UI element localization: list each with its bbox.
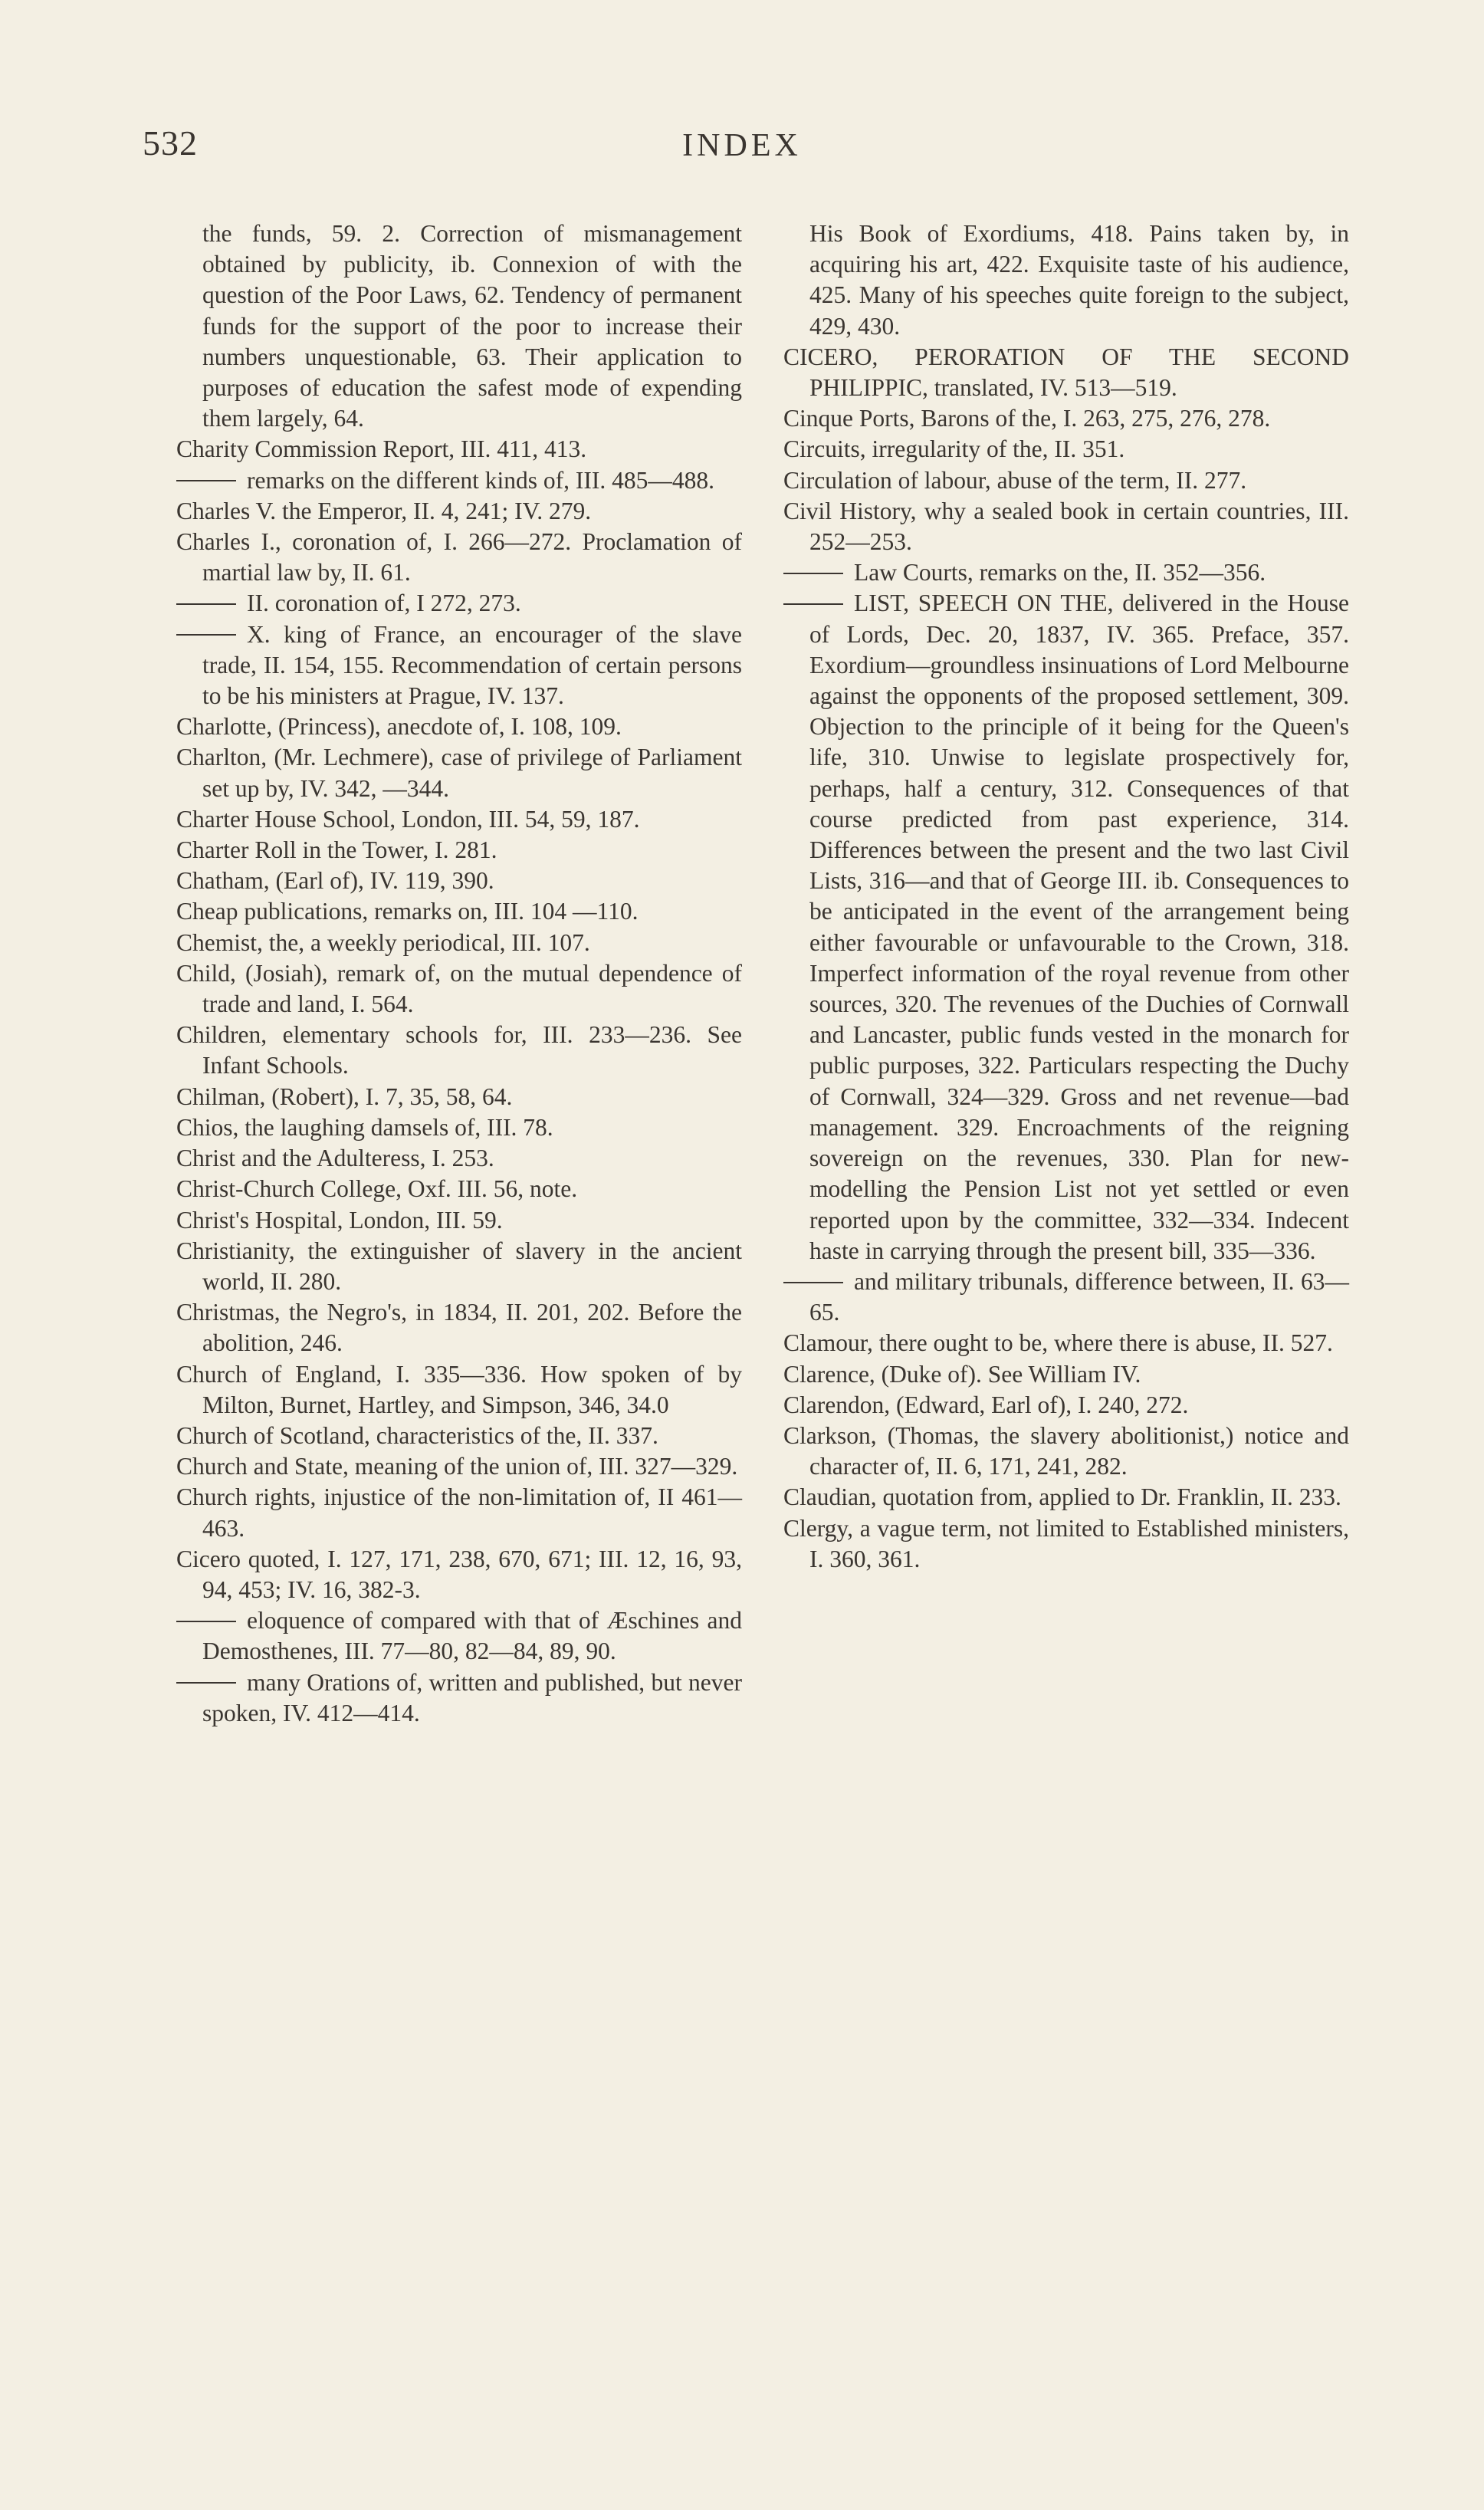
index-entry: [783, 588, 1349, 1266]
index-entry: [176, 1544, 742, 1605]
index-entry-text: the funds, 59. 2. Correction of mismanagement obtained by publicity, ib. Connexion of with the question of the Poor Laws, 62. Tendency of permanent funds for the support of the poor to increase their numbers unquestionable, 63. Their application to purposes of education the safest mode of expending them largely, 64.: [202, 220, 742, 432]
index-entry-text: LIST, SPEECH ON THE, delivered in the House of Lords, Dec. 20, 1837, IV. 365. Preface, 357. Exordium—groundless insinuations of Lord Melbourne against the opponents of the proposed settlement, 309. Objection to the principle of it being for the Queen's life, 310. Unwise to legislate prospectively for, perhaps, half a century, 312. Consequences of that course predicted from past experience, 314. Differences between the present and the two last Civil Lists, 316—and that of George III. ib. Consequences to be anticipated in the event of the arrangement being either favourable or unfavourable to the Crown, 318. Imperfect information of the royal revenue from other sources, 320. The revenues of the Duchies of Cornwall and Lancaster, public funds vested in the monarch for public purposes, 322. Particulars respecting the Duchy of Cornwall, 324—329. Gross and net revenue—bad management. 329. Encroachments of the reigning sovereign on the revenues, 330. Plan for new-modelling the Pension List not yet settled or even reported upon by the committee, 332—334. Indecent haste in carrying through the present bill, 335—336.: [809, 590, 1349, 1264]
index-entry: [176, 218, 742, 434]
index-entry-text: Church of Scotland, characteristics of the, II. 337.: [176, 1421, 658, 1449]
index-entry-text: Christ's Hospital, London, III. 59.: [176, 1206, 503, 1234]
index-entry-text: Church and State, meaning of the union of, III. 327—329.: [176, 1453, 738, 1480]
index-entry: [176, 711, 742, 742]
index-entry: [176, 1205, 742, 1236]
index-entry-text: His Book of Exordiums, 418. Pains taken by, in acquiring his art, 422. Exquisite taste of his audience, 425. Many of his speeches quite foreign to the subject, 429, 430.: [809, 220, 1349, 340]
index-entry: [176, 1482, 742, 1543]
page-number: 532: [143, 123, 198, 163]
index-entry: [176, 896, 742, 927]
index-entry: [783, 342, 1349, 403]
index-entry-text: Cheap publications, remarks on, III. 104 —110.: [176, 898, 639, 925]
ditto-dash: [176, 634, 236, 636]
index-entry-text: Circulation of labour, abuse of the term, II. 277.: [783, 466, 1247, 494]
index-entry: [783, 1266, 1349, 1328]
index-entry: [176, 1451, 742, 1482]
index-entry-text: Charlton, (Mr. Lechmere), case of privilege of Parliament set up by, IV. 342, —344.: [176, 744, 742, 802]
index-entry-text: Charity Commission Report, III. 411, 413.: [176, 435, 587, 463]
index-entry: [176, 835, 742, 866]
index-entry: [176, 1236, 742, 1297]
index-entry: [783, 1421, 1349, 1482]
index-entry: [176, 804, 742, 835]
index-entry: [176, 1667, 742, 1729]
index-column-right: [783, 218, 1349, 1575]
index-entry-text: Cicero quoted, I. 127, 171, 238, 670, 671; III. 12, 16, 93, 94, 453; IV. 16, 382-3.: [176, 1545, 742, 1603]
index-entry: [176, 1297, 742, 1358]
index-entry-text: Children, elementary schools for, III. 233—236. See Infant Schools.: [176, 1021, 742, 1079]
index-entry: [176, 1112, 742, 1143]
index-entry-text: Circuits, irregularity of the, II. 351.: [783, 435, 1125, 463]
index-entry-text: Cinque Ports, Barons of the, I. 263, 275, 276, 278.: [783, 405, 1271, 432]
index-entry: [783, 465, 1349, 496]
index-entry: [783, 1390, 1349, 1421]
index-entry-text: and military tribunals, difference between, II. 63—65.: [809, 1267, 1349, 1326]
index-entry: [176, 1082, 742, 1112]
index-entry: [783, 1328, 1349, 1358]
index-entry-text: Charles I., coronation of, I. 266—272. Proclamation of martial law by, II. 61.: [176, 528, 742, 586]
ditto-dash: [176, 1682, 236, 1684]
index-entry: [176, 588, 742, 619]
index-entry: [176, 742, 742, 803]
index-entry: [783, 1359, 1349, 1390]
running-head: INDEX: [682, 128, 802, 163]
index-entry-text: Christ and the Adulteress, I. 253.: [176, 1145, 494, 1172]
index-entry-text: Church of England, I. 335—336. How spoken of by Milton, Burnet, Hartley, and Simpson, 346, 34.0: [176, 1360, 742, 1418]
index-entry-text: Christianity, the extinguisher of slavery in the ancient world, II. 280.: [176, 1237, 742, 1295]
index-entry-text: Chilman, (Robert), I. 7, 35, 58, 64.: [176, 1083, 513, 1110]
index-entry: [176, 465, 742, 496]
index-entry: [783, 218, 1349, 342]
index-entry: [176, 527, 742, 588]
index-column-left: [176, 218, 742, 1729]
index-entry: [783, 434, 1349, 465]
index-entry: [176, 866, 742, 896]
index-entry: [176, 1020, 742, 1081]
index-entry-text: Chatham, (Earl of), IV. 119, 390.: [176, 867, 494, 895]
index-entry: [783, 557, 1349, 588]
index-entry: [176, 1174, 742, 1204]
index-entry: [783, 1482, 1349, 1513]
index-entry-text: Law Courts, remarks on the, II. 352—356.: [854, 559, 1266, 586]
index-entry-text: Civil History, why a sealed book in certain countries, III. 252—253.: [783, 497, 1349, 556]
index-entry-text: remarks on the different kinds of, III. 485—488.: [247, 466, 715, 494]
index-entry-text: Chemist, the, a weekly periodical, III. 107.: [176, 928, 590, 956]
index-entry: [783, 1513, 1349, 1575]
index-entry-text: Christmas, the Negro's, in 1834, II. 201, 202. Before the abolition, 246.: [176, 1299, 742, 1357]
index-entry-text: Clarkson, (Thomas, the slavery abolitionist,) notice and character of, II. 6, 171, 241, 282.: [783, 1421, 1349, 1480]
index-entry-text: Claudian, quotation from, applied to Dr. Franklin, II. 233.: [783, 1483, 1341, 1511]
index-entry-text: CICERO, PERORATION OF THE SECOND PHILIPPIC, translated, IV. 513—519.: [783, 343, 1349, 402]
index-entry-text: Charles V. the Emperor, II. 4, 241; IV. 279.: [176, 497, 592, 524]
index-entry-text: Clamour, there ought to be, where there is abuse, II. 527.: [783, 1329, 1333, 1357]
ditto-dash: [176, 603, 236, 605]
index-entry-text: Chios, the laughing damsels of, III. 78.: [176, 1113, 553, 1141]
index-entry: [176, 1421, 742, 1451]
index-entry: [783, 496, 1349, 557]
index-entry: [176, 1605, 742, 1667]
index-entry-text: Clarendon, (Edward, Earl of), I. 240, 272.: [783, 1391, 1189, 1418]
ditto-dash: [176, 1621, 236, 1622]
index-entry-text: many Orations of, written and published, but never spoken, IV. 412—414.: [202, 1668, 742, 1726]
index-entry: [176, 928, 742, 958]
index-entry-text: Church rights, injustice of the non-limitation of, II 461—463.: [176, 1483, 742, 1542]
index-entry-text: eloquence of compared with that of Æschines and Demosthenes, III. 77—80, 82—84, 89, 90.: [202, 1607, 742, 1665]
index-entry-text: II. coronation of, I 272, 273.: [247, 590, 521, 617]
index-entry: [176, 1143, 742, 1174]
index-entry: [176, 434, 742, 465]
index-entry-text: Charter Roll in the Tower, I. 281.: [176, 836, 497, 864]
ditto-dash: [783, 573, 843, 574]
ditto-dash: [783, 603, 843, 605]
index-entry: [783, 403, 1349, 434]
ditto-dash: [783, 1282, 843, 1283]
index-entry-text: Charter House School, London, III. 54, 59, 187.: [176, 805, 640, 833]
index-entry-text: X. king of France, an encourager of the slave trade, II. 154, 155. Recommendation of certain persons to be his ministers at Prague, IV. 137.: [202, 620, 742, 710]
index-entry-text: Christ-Church College, Oxf. III. 56, note.: [176, 1175, 578, 1203]
index-entry-text: Charlotte, (Princess), anecdote of, I. 108, 109.: [176, 713, 622, 741]
index-entry: [176, 619, 742, 712]
index-entry-text: Child, (Josiah), remark of, on the mutual dependence of trade and land, I. 564.: [176, 959, 742, 1018]
index-entry: [176, 496, 742, 527]
index-entry-text: Clarence, (Duke of). See William IV.: [783, 1360, 1141, 1388]
index-entry: [176, 1359, 742, 1421]
index-entry-text: Clergy, a vague term, not limited to Established ministers, I. 360, 361.: [783, 1514, 1349, 1572]
ditto-dash: [176, 480, 236, 481]
index-entry: [176, 958, 742, 1020]
